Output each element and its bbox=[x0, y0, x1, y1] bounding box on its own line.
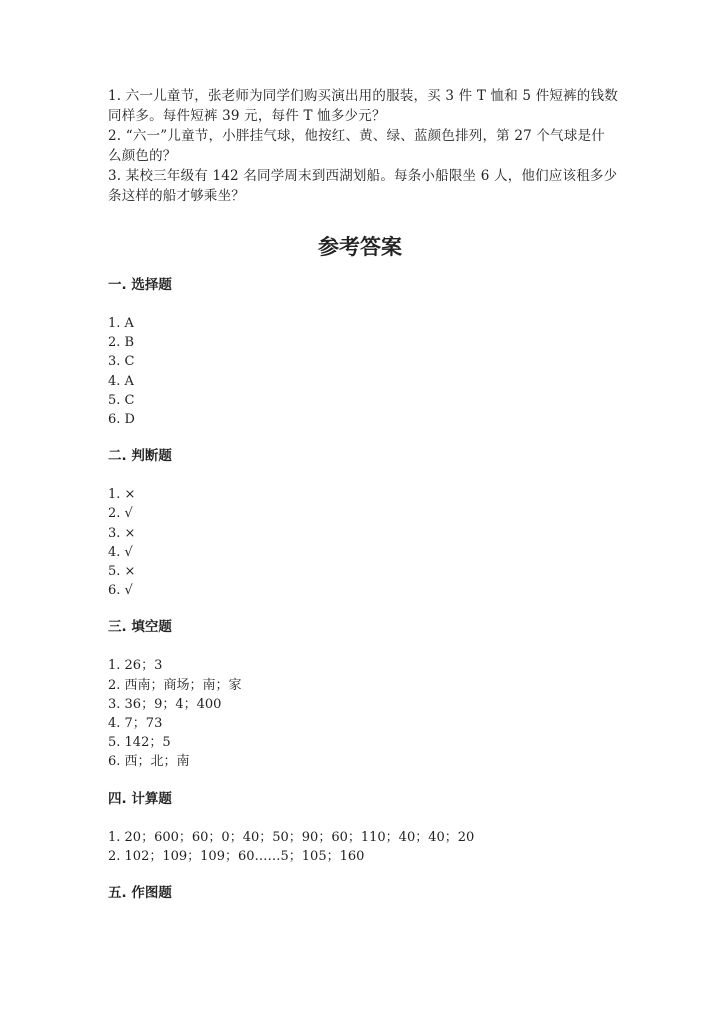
answer-item: 6. √ bbox=[108, 583, 133, 599]
answer-title: 参考答案 bbox=[318, 235, 402, 259]
question-1: 1. 六一儿童节，张老师为同学们购买演出用的服装，买 3 件 T 恤和 5 件短裤的钱数同样多。每件短裤 39 元，每件 T 恤多少元？ bbox=[108, 88, 618, 124]
question-2: 2. “六一”儿童节，小胖挂气球，他按红、黄、绿、蓝颜色排列，第 27 个气球是什么颜色的？ bbox=[108, 128, 605, 164]
answer-item: 4. 7；73 bbox=[108, 716, 163, 732]
section-heading: 五. 作图题 bbox=[108, 885, 172, 902]
section-heading: 四. 计算题 bbox=[108, 790, 172, 807]
document-page bbox=[108, 86, 618, 902]
answer-item: 3. C bbox=[108, 354, 135, 370]
answer-item: 5. 142；5 bbox=[108, 735, 171, 751]
section-judgement bbox=[108, 447, 618, 600]
answer-item: 2. 102；109；109；60……5；105；160 bbox=[108, 848, 365, 864]
answer-item: 3. 36；9；4；400 bbox=[108, 696, 222, 712]
section-calculation bbox=[108, 790, 618, 866]
answer-item: 1. 20；600；60；0；40；50；90；60；110；40；40；20 bbox=[108, 829, 475, 845]
question-3: 3. 某校三年级有 142 名同学周末到西湖划船。每条小船限坐 6 人，他们应该租多少条这样的船才够乘坐？ bbox=[108, 168, 618, 204]
answer-item: 3. × bbox=[108, 525, 136, 541]
answer-item: 5. × bbox=[108, 564, 136, 580]
answer-item: 2. √ bbox=[108, 506, 133, 522]
answer-item: 2. 西南；商场；南；家 bbox=[108, 677, 242, 693]
answer-list bbox=[108, 485, 618, 600]
answer-item: 1. A bbox=[108, 316, 134, 331]
answer-item: 6. 西；北；南 bbox=[108, 754, 190, 770]
answer-item: 4. √ bbox=[108, 544, 133, 560]
answer-item: 5. C bbox=[108, 392, 135, 408]
answer-item: 6. D bbox=[108, 412, 135, 428]
section-heading: 一. 选择题 bbox=[108, 277, 172, 293]
answer-item: 4. A bbox=[108, 373, 134, 389]
answer-item: 1. × bbox=[108, 487, 136, 503]
answer-list bbox=[108, 314, 618, 429]
answer-list bbox=[108, 656, 618, 771]
section-heading: 二. 判断题 bbox=[108, 448, 172, 465]
answer-item: 2. B bbox=[108, 335, 135, 351]
section-choice bbox=[108, 276, 618, 429]
section-heading: 三. 填空题 bbox=[108, 619, 172, 636]
answer-item: 1. 26；3 bbox=[108, 658, 163, 674]
section-drawing bbox=[108, 884, 618, 902]
answer-list bbox=[108, 828, 618, 866]
section-fill-blank bbox=[108, 618, 618, 771]
